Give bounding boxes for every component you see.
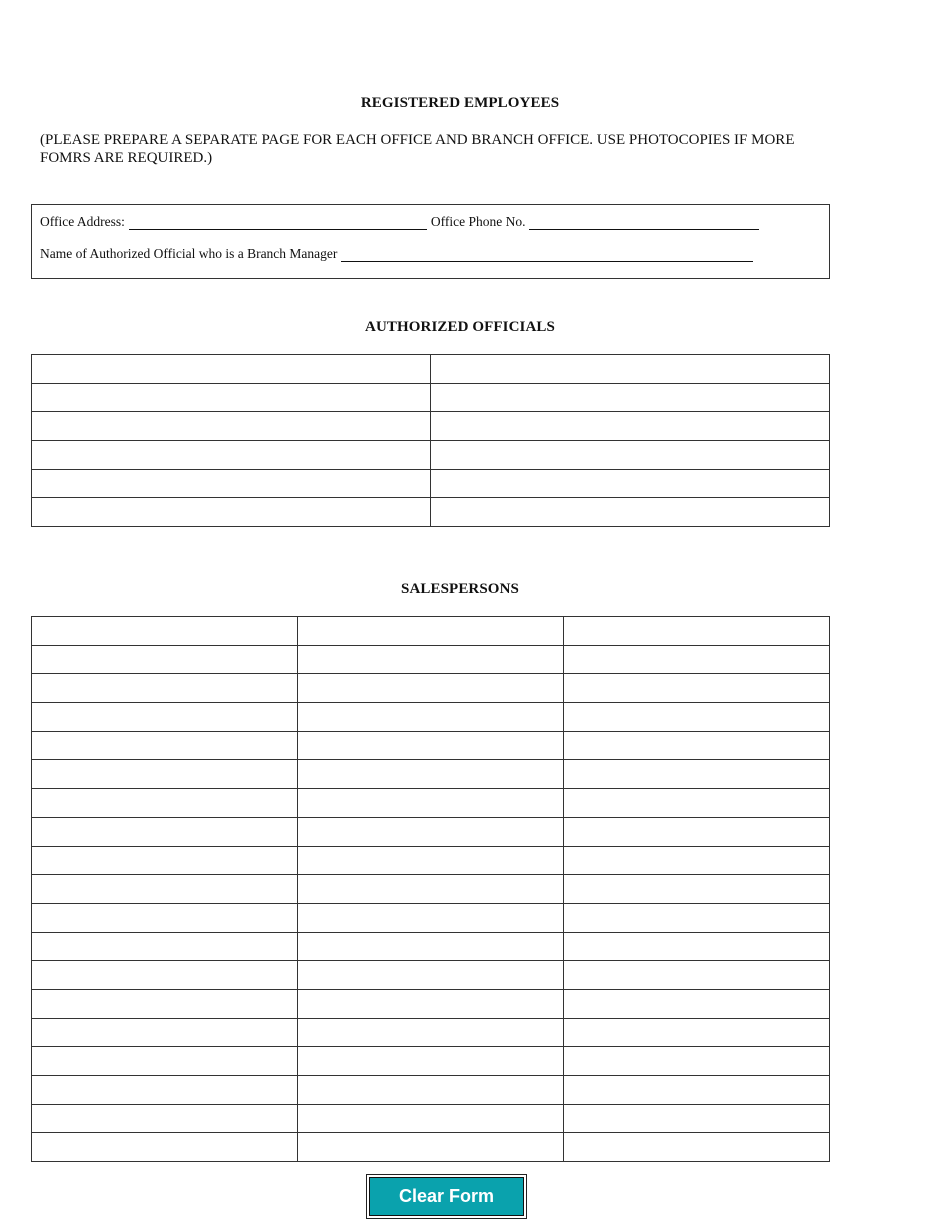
salesperson-cell-input[interactable] [564, 1105, 829, 1133]
instructions-text: (PLEASE PREPARE A SEPARATE PAGE FOR EACH OFFICE AND BRANCH OFFICE. USE PHOTOCOPIES IF MORE FOMRS ARE REQUIRED.) [40, 132, 795, 166]
salesperson-cell [298, 903, 564, 932]
salesperson-cell [564, 1047, 830, 1076]
office-address-label: Office Address: [40, 214, 125, 229]
authorized-official-cell-input[interactable] [431, 412, 829, 440]
branch-manager-label: Name of Authorized Official who is a Branch Manager [40, 246, 338, 261]
salesperson-cell-input[interactable] [298, 646, 563, 674]
authorized-official-cell [431, 469, 830, 498]
salesperson-cell [32, 703, 298, 732]
salesperson-cell [564, 789, 830, 818]
salesperson-cell-input[interactable] [564, 847, 829, 875]
salesperson-cell-input[interactable] [564, 732, 829, 760]
salesperson-cell-input[interactable] [32, 1047, 297, 1075]
authorized-official-row [32, 383, 830, 412]
salesperson-cell-input[interactable] [32, 847, 297, 875]
salesperson-cell-input[interactable] [32, 646, 297, 674]
salesperson-row [32, 789, 830, 818]
salesperson-cell-input[interactable] [32, 961, 297, 989]
salesperson-cell-input[interactable] [298, 617, 563, 645]
salesperson-cell-input[interactable] [564, 646, 829, 674]
salesperson-cell-input[interactable] [564, 674, 829, 702]
salesperson-cell [32, 731, 298, 760]
salesperson-cell [298, 1076, 564, 1105]
salesperson-cell [32, 1047, 298, 1076]
authorized-official-cell [431, 355, 830, 384]
authorized-official-cell [32, 441, 431, 470]
authorized-official-cell-input[interactable] [32, 470, 430, 498]
salesperson-cell-input[interactable] [564, 617, 829, 645]
salesperson-row [32, 1076, 830, 1105]
salesperson-cell [298, 932, 564, 961]
salesperson-cell-input[interactable] [298, 904, 563, 932]
salesperson-cell [32, 1104, 298, 1133]
salesperson-cell [298, 1018, 564, 1047]
salesperson-cell [564, 1104, 830, 1133]
salesperson-row [32, 703, 830, 732]
authorized-official-cell [32, 383, 431, 412]
page-title: REGISTERED EMPLOYEES [360, 95, 560, 111]
salesperson-cell [298, 617, 564, 646]
salesperson-cell [564, 617, 830, 646]
salesperson-cell-input[interactable] [298, 760, 563, 788]
salesperson-row [32, 617, 830, 646]
salesperson-cell-input[interactable] [564, 904, 829, 932]
salesperson-row [32, 989, 830, 1018]
salesperson-row [32, 903, 830, 932]
salesperson-cell-input[interactable] [32, 818, 297, 846]
salesperson-cell [32, 903, 298, 932]
authorized-official-row [32, 441, 830, 470]
salesperson-cell [298, 1104, 564, 1133]
salesperson-cell-input[interactable] [32, 933, 297, 961]
salesperson-cell-input[interactable] [298, 961, 563, 989]
authorized-official-row [32, 469, 830, 498]
authorized-official-row [32, 355, 830, 384]
authorized-official-cell [32, 355, 431, 384]
salesperson-row [32, 674, 830, 703]
salesperson-row [32, 1047, 830, 1076]
salesperson-cell-input[interactable] [32, 990, 297, 1018]
salesperson-row [32, 932, 830, 961]
salesperson-cell [32, 817, 298, 846]
authorized-official-cell [431, 383, 830, 412]
salesperson-cell-input[interactable] [298, 990, 563, 1018]
branch-manager-line [40, 246, 757, 262]
salesperson-cell [564, 674, 830, 703]
salesperson-cell-input[interactable] [564, 1076, 829, 1104]
authorized-official-cell-input[interactable] [32, 412, 430, 440]
salesperson-cell [298, 961, 564, 990]
salesperson-cell [564, 760, 830, 789]
salesperson-cell-input[interactable] [298, 732, 563, 760]
salespersons-table [31, 616, 830, 1162]
salesperson-cell-input[interactable] [564, 875, 829, 903]
salesperson-cell [564, 1018, 830, 1047]
salesperson-cell-input[interactable] [298, 933, 563, 961]
salesperson-cell-input[interactable] [564, 1047, 829, 1075]
salesperson-cell [564, 903, 830, 932]
salesperson-cell-input[interactable] [298, 674, 563, 702]
salesperson-cell-input[interactable] [298, 1047, 563, 1075]
salesperson-cell-input[interactable] [564, 760, 829, 788]
salesperson-cell [32, 760, 298, 789]
authorized-official-cell-input[interactable] [431, 355, 829, 383]
salesperson-cell [564, 875, 830, 904]
authorized-official-cell [32, 498, 431, 527]
salesperson-cell [564, 1133, 830, 1162]
salespersons-heading: SALESPERSONS [401, 581, 519, 597]
salesperson-cell-input[interactable] [32, 1019, 297, 1047]
salesperson-cell [32, 846, 298, 875]
salesperson-cell-input[interactable] [298, 703, 563, 731]
authorized-official-cell-input[interactable] [431, 384, 829, 412]
salesperson-row [32, 1104, 830, 1133]
salesperson-cell-input[interactable] [298, 875, 563, 903]
salesperson-cell-input[interactable] [32, 674, 297, 702]
authorized-official-cell-input[interactable] [431, 498, 829, 526]
salesperson-cell-input[interactable] [564, 961, 829, 989]
salesperson-row [32, 731, 830, 760]
salesperson-cell-input[interactable] [32, 1105, 297, 1133]
salesperson-cell [298, 731, 564, 760]
salesperson-cell [298, 875, 564, 904]
salesperson-cell [298, 817, 564, 846]
salesperson-cell [298, 1133, 564, 1162]
salesperson-cell [564, 989, 830, 1018]
authorized-official-cell [431, 412, 830, 441]
salesperson-cell-input[interactable] [564, 1019, 829, 1047]
salesperson-cell-input[interactable] [564, 818, 829, 846]
salesperson-row [32, 1133, 830, 1162]
salesperson-cell [32, 617, 298, 646]
salesperson-row [32, 846, 830, 875]
authorized-official-cell [431, 441, 830, 470]
salesperson-cell-input[interactable] [32, 904, 297, 932]
authorized-official-cell [32, 469, 431, 498]
salesperson-cell-input[interactable] [32, 789, 297, 817]
office-address-input[interactable] [129, 214, 427, 230]
authorized-official-cell-input[interactable] [32, 498, 430, 526]
salesperson-cell [564, 1076, 830, 1105]
salesperson-cell-input[interactable] [32, 760, 297, 788]
authorized-officials-heading: AUTHORIZED OFFICIALS [365, 319, 555, 335]
clear-form-button[interactable] [366, 1174, 527, 1219]
salesperson-row [32, 760, 830, 789]
authorized-official-cell-input[interactable] [32, 355, 430, 383]
salesperson-cell-input[interactable] [564, 1133, 829, 1161]
salesperson-cell-input[interactable] [32, 1133, 297, 1161]
authorized-officials-table [31, 354, 830, 527]
salesperson-cell [298, 760, 564, 789]
salesperson-cell [32, 789, 298, 818]
salesperson-cell [32, 1133, 298, 1162]
salesperson-cell [298, 1047, 564, 1076]
authorized-official-cell [32, 412, 431, 441]
salesperson-row [32, 817, 830, 846]
salesperson-cell-input[interactable] [298, 847, 563, 875]
salesperson-cell [298, 789, 564, 818]
salesperson-cell [298, 703, 564, 732]
authorized-official-cell [431, 498, 830, 527]
office-phone-input[interactable] [529, 214, 759, 230]
office-address-line [40, 214, 763, 230]
salesperson-cell [32, 932, 298, 961]
salesperson-cell [298, 674, 564, 703]
branch-manager-input[interactable] [341, 246, 753, 262]
salesperson-cell [298, 989, 564, 1018]
salesperson-cell [298, 645, 564, 674]
salesperson-cell [32, 989, 298, 1018]
salesperson-cell-input[interactable] [564, 789, 829, 817]
salesperson-cell [32, 1076, 298, 1105]
salesperson-cell [298, 846, 564, 875]
authorized-official-cell-input[interactable] [431, 441, 829, 469]
authorized-official-cell-input[interactable] [431, 470, 829, 498]
salesperson-cell [564, 731, 830, 760]
authorized-official-cell-input[interactable] [32, 441, 430, 469]
salesperson-cell [32, 645, 298, 674]
salesperson-cell-input[interactable] [32, 617, 297, 645]
salesperson-row [32, 1018, 830, 1047]
clear-form-label: Clear Form [398, 1186, 495, 1206]
salesperson-cell [32, 1018, 298, 1047]
salesperson-cell-input[interactable] [298, 818, 563, 846]
salesperson-cell-input[interactable] [32, 703, 297, 731]
salesperson-row [32, 961, 830, 990]
salesperson-cell-input[interactable] [564, 990, 829, 1018]
salesperson-cell-input[interactable] [298, 1133, 563, 1161]
salesperson-cell [32, 875, 298, 904]
salesperson-cell [564, 817, 830, 846]
salesperson-cell-input[interactable] [564, 703, 829, 731]
salesperson-cell [564, 932, 830, 961]
salesperson-cell [564, 703, 830, 732]
salesperson-cell-input[interactable] [32, 875, 297, 903]
office-phone-label: Office Phone No. [430, 214, 526, 229]
salesperson-cell [32, 961, 298, 990]
authorized-official-row [32, 498, 830, 527]
salesperson-cell-input[interactable] [564, 933, 829, 961]
authorized-official-cell-input[interactable] [32, 384, 430, 412]
salesperson-cell-input[interactable] [298, 1076, 563, 1104]
authorized-official-row [32, 412, 830, 441]
salesperson-cell-input[interactable] [32, 732, 297, 760]
salesperson-cell-input[interactable] [298, 1019, 563, 1047]
salesperson-row [32, 645, 830, 674]
salesperson-cell [564, 846, 830, 875]
salesperson-row [32, 875, 830, 904]
salesperson-cell [564, 645, 830, 674]
office-info-box [31, 204, 830, 279]
salesperson-cell-input[interactable] [298, 789, 563, 817]
salesperson-cell [32, 674, 298, 703]
salesperson-cell [564, 961, 830, 990]
salesperson-cell-input[interactable] [298, 1105, 563, 1133]
salesperson-cell-input[interactable] [32, 1076, 297, 1104]
